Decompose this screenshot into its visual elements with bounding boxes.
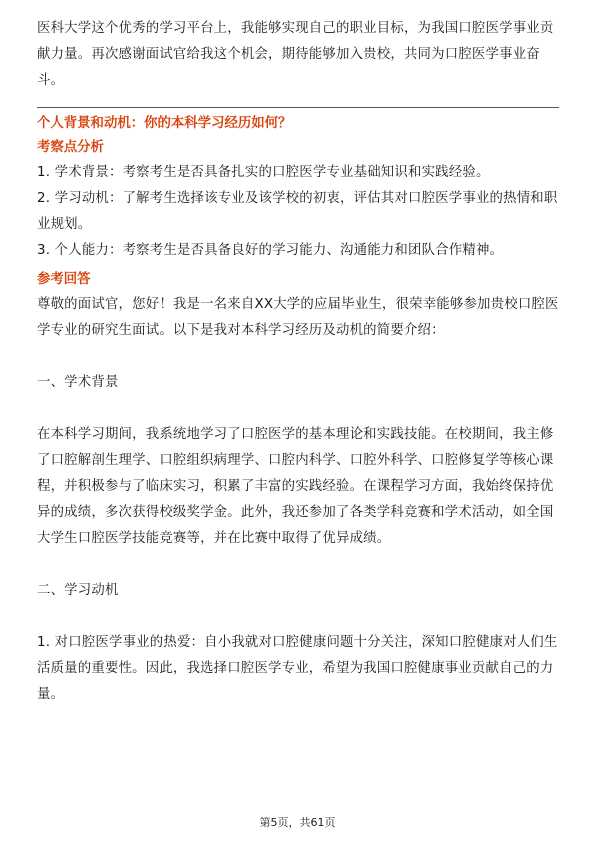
analysis-label: 考察点分析: [37, 140, 104, 155]
intro-paragraph: 医科大学这个优秀的学习平台上，我能够实现自己的职业目标，为我国口腔医学事业贡献力量。再次感谢面试官给我这个机会，期待能够加入贵校，共同为口腔医学事业奋斗。: [37, 21, 554, 88]
section2-title: 二、学习动机: [37, 583, 119, 598]
answer-label: 参考回答: [37, 272, 91, 287]
answer-intro: 尊敬的面试官，您好！我是一名来自XX大学的应届毕业生，很荣幸能够参加贵校口腔医学专业的研究生面试。以下是我对本科学习经历及动机的简要介绍：: [37, 297, 559, 338]
analysis-item-3: 3. 个人能力：考察考生是否具备良好的学习能力、沟通能力和团队合作精神。: [37, 243, 504, 258]
spacer: [37, 396, 559, 422]
section2-item-1: 1. 对口腔医学事业的热爱：自小我就对口腔健康问题十分关注，深知口腔健康对人们生活质量的重要性。因此，我选择口腔医学专业，希望为我国口腔健康事业贡献自己的力量。: [37, 635, 558, 702]
section-divider: [37, 107, 559, 108]
spacer: [37, 604, 559, 630]
question-title: 个人背景和动机：你的本科学习经历如何？: [37, 116, 292, 131]
section1-body: 在本科学习期间，我系统地学习了口腔医学的基本理论和实践技能。在校期间，我主修了口腔解剖生理学、口腔组织病理学、口腔内科学、口腔外科学、口腔修复学等核心课程，并积极参与了临床实习，积累了丰富的实践经验。在课程学习方面，我始终保持优异的成绩，多次获得校级奖学金。此外，我还参加了各类学科竞赛和学术活动，如全国大学生口腔医学技能竞赛等，并在比赛中取得了优异成绩。: [37, 427, 554, 546]
spacer: [37, 552, 559, 578]
spacer: [37, 344, 559, 370]
analysis-item-2: 2. 学习动机：了解考生选择该专业及该学校的初衷，评估其对口腔医学事业的热情和职业规划。: [37, 191, 558, 232]
section1-title: 一、学术背景: [37, 375, 119, 390]
document-page: [37, 0, 559, 708]
analysis-item-1: 1. 学术背景：考察考生是否具备扎实的口腔医学专业基础知识和实践经验。: [37, 165, 490, 180]
page-number: 第5页，共61页: [259, 816, 336, 829]
